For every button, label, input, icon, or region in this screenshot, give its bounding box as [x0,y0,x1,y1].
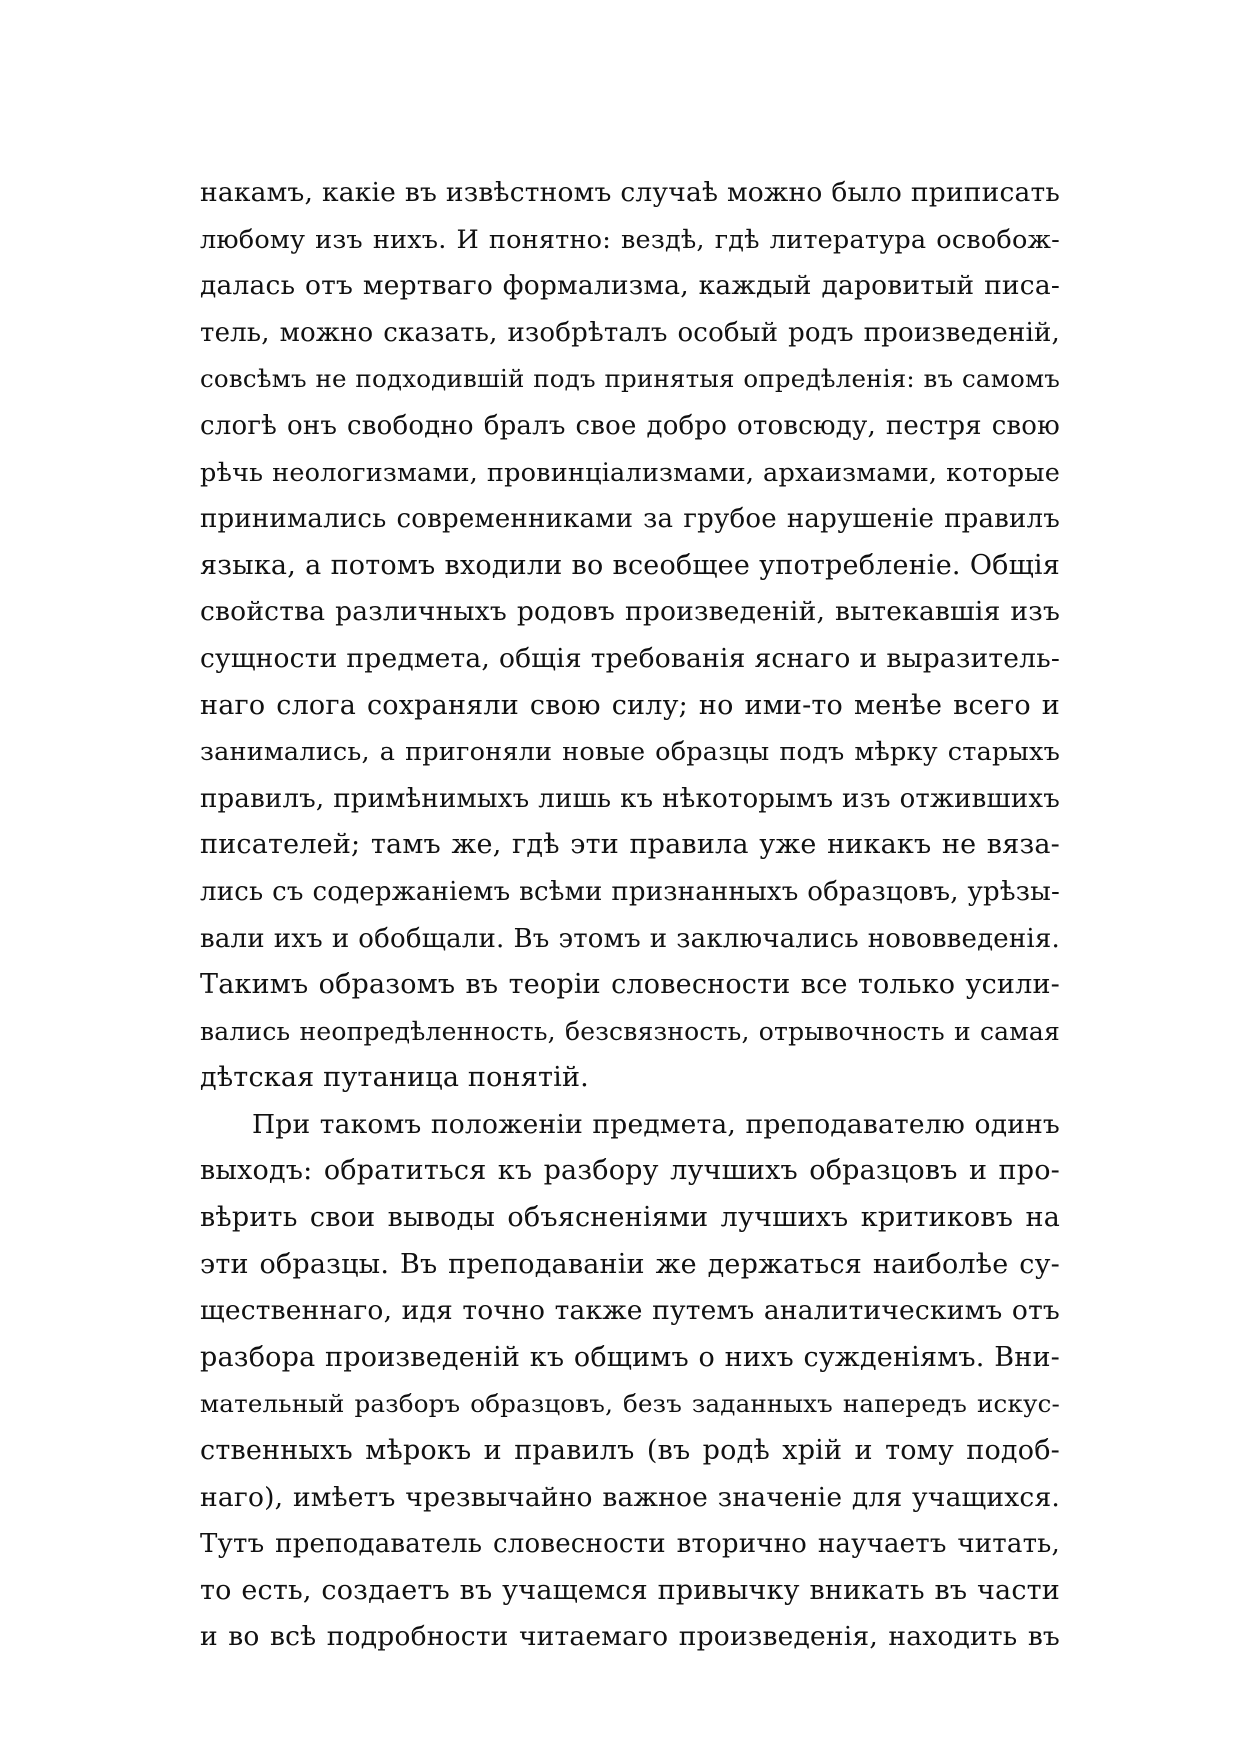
text-line: далась отъ мертваго формализма, каждый даровитый писа- [200,270,1060,302]
text-line: любому изъ нихъ. И понятно: вездѣ, гдѣ литература освобож- [200,224,1060,255]
text-line: выходъ: обратиться къ разбору лучшихъ образцовъ и про- [200,1155,1060,1187]
text-line: языка, а потомъ входили во всеобщее употребленіе. Общія [200,549,1060,581]
text-line: правилъ, примѣнимыхъ лишь къ нѣкоторымъ изъ отжившихъ [200,783,1060,814]
text-line: Такимъ образомъ въ теоріи словесности все только усили- [200,969,1060,1001]
text-line: Тутъ преподаватель словесности вторично научаетъ читать, [200,1529,1060,1560]
text-line: наго), имѣетъ чрезвычайно важное значеніе для учащихся. [200,1481,1060,1513]
text-line: дѣтская путаница понятій. [200,1062,589,1094]
text-line: ственныхъ мѣрокъ и правилъ (въ родѣ хрій и тому подоб- [200,1435,1060,1467]
paragraph-1 [200,170,1060,1102]
text-line: вали ихъ и обобщали. Въ этомъ и заключались нововведенія. [200,923,1060,954]
text-line: мательный разборъ образцовъ, безъ заданныхъ напередъ искус- [200,1389,1060,1419]
text-line: принимались современниками за грубое нарушеніе правилъ [200,504,1060,535]
text-line: наго слога сохраняли свою силу; но ими-то менѣе всего и [200,689,1060,721]
text-line: сущности предмета, общія требованія яснаго и выразитель- [200,642,1060,674]
text-line: свойства различныхъ родовъ произведеній, вытекавшія изъ [200,596,1060,628]
text-line: совсѣмъ не подходившій подъ принятыя опредѣленія: въ самомъ [200,364,1060,394]
text-line: рѣчь неологизмами, провинціализмами, архаизмами, которые [200,457,1060,488]
text-line: разбора произведеній къ общимъ о нихъ сужденіямъ. Вни- [200,1341,1060,1373]
text-line: щественнаго, идя точно также путемъ аналитическимъ отъ [200,1295,1060,1327]
text-line: лись съ содержаніемъ всѣми признанныхъ образцовъ, урѣзы- [200,876,1060,907]
text-line: слогѣ онъ свободно бралъ свое добро отовсюду, пестря свою [200,410,1060,441]
text-line: накамъ, какіе въ извѣстномъ случаѣ можно было приписать [200,177,1060,208]
text-line: писателей; тамъ же, гдѣ эти правила уже никакъ не вяза- [200,829,1060,861]
text-line: вѣрить свои выводы объясненіями лучшихъ критиковъ на [200,1202,1060,1234]
text-line: эти образцы. Въ преподаваніи же держаться наиболѣе су- [200,1248,1060,1280]
text-line: вались неопредѣленность, безсвязность, отрывочность и самая [200,1016,1060,1046]
text-line: и во всѣ подробности читаемаго произведенія, находить въ [200,1621,1060,1653]
text-line: тель, можно сказать, изобрѣталъ особый родъ произведеній, [200,317,1060,348]
text-line: При такомъ положеніи предмета, преподавателю одинъ [252,1108,1060,1140]
text-line: занимались, а пригоняли новые образцы подъ мѣрку старыхъ [200,737,1060,768]
paragraph-2 [200,1102,1060,1661]
body-text [200,170,1060,1661]
text-line: то есть, создаетъ въ учащемся привычку вникать въ части [200,1574,1060,1606]
